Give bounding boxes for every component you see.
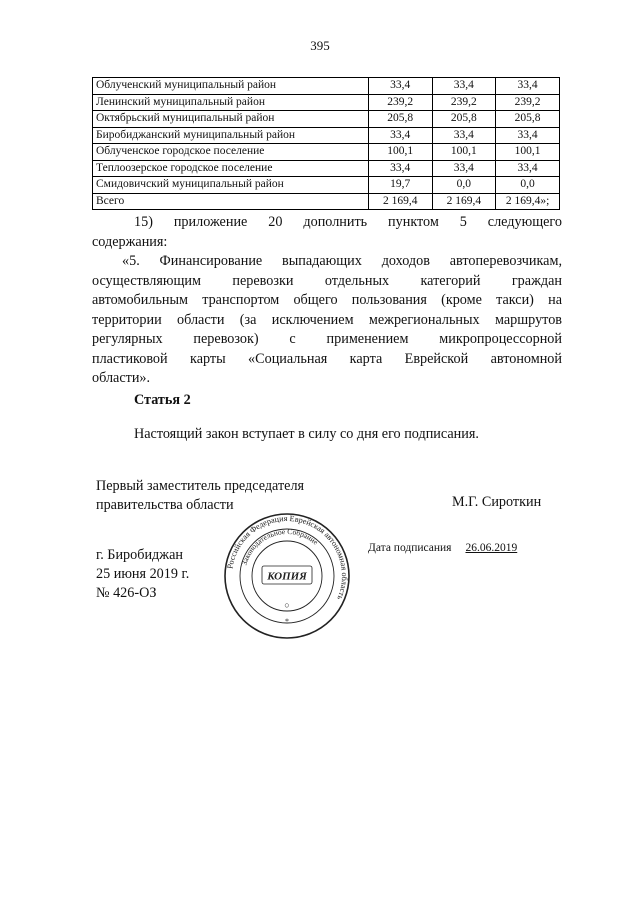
table-row [93, 94, 560, 111]
page-number: 395 [310, 38, 330, 53]
value-cell: 0,0 [496, 177, 560, 194]
city: г. Биробиджан [96, 547, 183, 563]
district-name-cell: Облученское городское поселение [93, 144, 369, 161]
district-name-cell: Облученский муниципальный район [93, 78, 369, 95]
value-cell: 33,4 [368, 78, 432, 95]
text-line: содержания: [92, 233, 168, 250]
item-15-paragraph [92, 213, 562, 252]
district-name-cell: Октябрьский муниципальный район [93, 111, 369, 128]
table-row [93, 78, 560, 95]
value-cell: 0,0 [432, 177, 496, 194]
text-line: территории области (за исключением межрегиональных маршрутов [92, 311, 562, 328]
district-name-cell: Биробиджанский муниципальный район [93, 127, 369, 144]
budget-table [92, 77, 560, 210]
value-cell: 239,2 [432, 94, 496, 111]
signer-title-line: Первый заместитель председателя [96, 478, 305, 494]
value-cell: 205,8 [496, 111, 560, 128]
law-date: 25 июня 2019 г. [96, 566, 190, 582]
district-name-cell: Теплоозерское городское поселение [93, 160, 369, 177]
svg-text:*: * [285, 617, 289, 626]
value-cell: 2 169,4»; [496, 193, 560, 210]
signer-title-line: правительства области [96, 497, 234, 513]
table-row [93, 111, 560, 128]
table-row [93, 144, 560, 161]
value-cell: 33,4 [496, 160, 560, 177]
value-cell: 33,4 [368, 160, 432, 177]
article-heading: Статья 2 [134, 392, 191, 408]
svg-text:Законодательное Собрание: Законодательное Собрание [239, 526, 321, 567]
signing-date-value: 26.06.2019 [465, 542, 518, 554]
value-cell: 100,1 [432, 144, 496, 161]
place-date-block [96, 546, 189, 603]
signer-title [96, 477, 304, 515]
district-name-cell: Всего [93, 193, 369, 210]
value-cell: 205,8 [432, 111, 496, 128]
value-cell: 33,4 [432, 78, 496, 95]
seal-stamp-icon [222, 511, 352, 641]
value-cell: 2 169,4 [432, 193, 496, 210]
text-line: автомобильным транспортом общего пользования (кроме такси) на [92, 292, 562, 308]
svg-text:КОПИЯ: КОПИЯ [267, 570, 307, 583]
value-cell: 33,4 [432, 127, 496, 144]
text-line: 15) приложение 20 дополнить пунктом 5 следующего [134, 214, 562, 230]
text-line: пластиковой карты «Социальная карта Еврейской автономной [92, 350, 562, 367]
value-cell: 33,4 [432, 160, 496, 177]
text-line: регулярных перевозок) с применением микропроцессорной [92, 331, 562, 347]
value-cell: 33,4 [496, 78, 560, 95]
text-line: области». [92, 370, 151, 386]
value-cell: 33,4 [496, 127, 560, 144]
law-effective-text: Настоящий закон вступает в силу со дня его подписания. [134, 426, 479, 442]
value-cell: 2 169,4 [368, 193, 432, 210]
value-cell: 100,1 [496, 144, 560, 161]
law-number: № 426-ОЗ [96, 585, 157, 601]
district-name-cell: Смидовичский муниципальный район [93, 177, 369, 194]
text-line: «5. Финансирование выпадающих доходов автоперевозчикам, [122, 253, 562, 269]
district-name-cell: Ленинский муниципальный район [93, 94, 369, 111]
value-cell: 100,1 [368, 144, 432, 161]
item-5-paragraph [92, 252, 562, 389]
svg-text:○: ○ [284, 600, 290, 610]
text-line: осуществляющим перевозки отдельных категорий граждан [92, 272, 562, 289]
signing-date-label: Дата подписания [368, 542, 452, 554]
table-row [93, 177, 560, 194]
value-cell: 205,8 [368, 111, 432, 128]
value-cell: 33,4 [368, 127, 432, 144]
table-row [93, 160, 560, 177]
value-cell: 239,2 [368, 94, 432, 111]
signer-name: М.Г. Сироткин [452, 494, 542, 510]
value-cell: 239,2 [496, 94, 560, 111]
table-row [93, 193, 560, 210]
value-cell: 19,7 [368, 177, 432, 194]
table-row [93, 127, 560, 144]
svg-text:Российская Федерация Еврейская: Российская Федерация Еврейская автономная область [225, 513, 350, 602]
signing-date [368, 542, 517, 554]
